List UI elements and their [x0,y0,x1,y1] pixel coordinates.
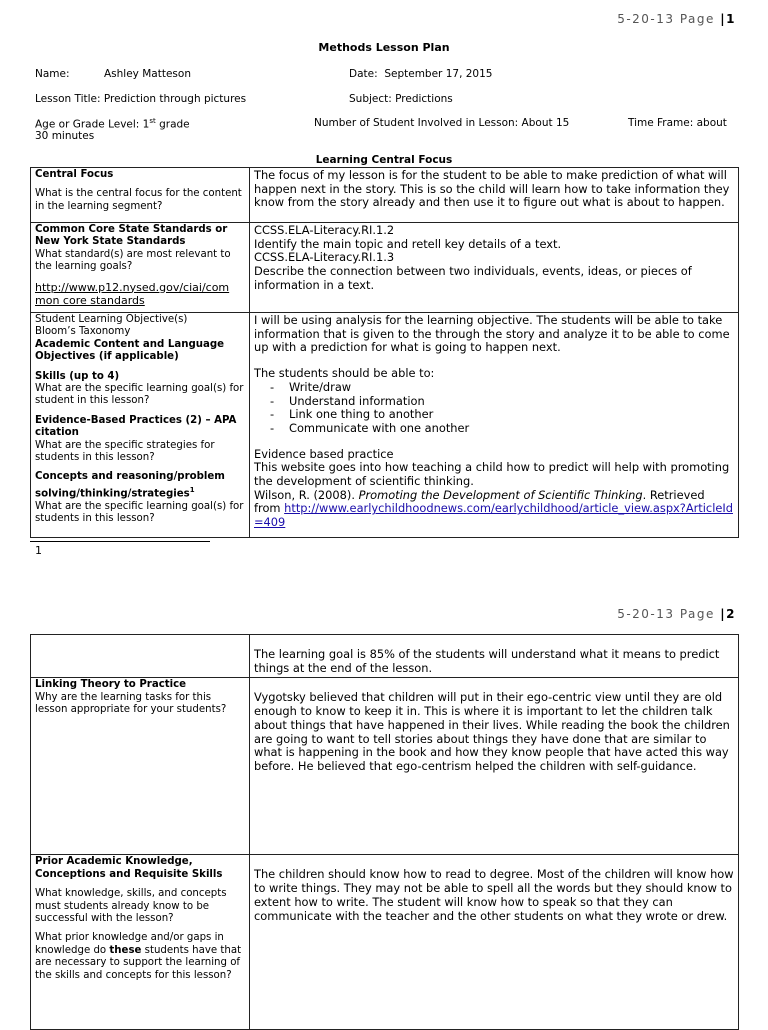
skills-heading: Skills (up to 4) [35,370,120,382]
name-value: Ashley Matteson [104,68,191,80]
objective-label: Student Learning Objective(s) [35,314,188,325]
footnote-separator [30,541,210,542]
row-central-focus [31,168,739,223]
concepts-heading [35,471,245,500]
learning-goal-label-cell [31,635,250,678]
central-focus-answer: The focus of my lesson is for the student to be able to make prediction of what will happen next in the story. This is so the child will learn how to take information they know from the story already and then use it to figure out what is about to happen. [250,168,739,223]
academic-objectives-heading: Academic Content and Language Objectives (if applicable) [35,338,225,363]
header-date: 5-20-13 [617,607,675,621]
citation-author: Wilson, R. (2008). [254,487,359,502]
row-prior-knowledge [31,855,739,1030]
header-date: 5-20-13 [617,12,675,26]
standards-label-cell [31,223,250,313]
date-value: September 17, 2015 [384,68,493,80]
age-suffix: grade [155,118,190,131]
row-standards [31,223,739,313]
header-page-num: 2 [726,607,736,621]
page-header [617,607,736,621]
list-item: - Write/draw [270,381,734,395]
standards-heading: Common Core State Standards or New York State Standards [35,224,228,248]
standards-link-line-2[interactable]: mon core standards [35,294,145,308]
prior-knowledge-question-1: What knowledge, skills, and concepts must students already know to be successful with the lesson? [35,888,227,925]
page-header [617,12,736,26]
able-to-label: The students should be able to: [254,366,435,381]
citation-title: Promoting the Development of Scientific Thinking [358,487,643,502]
linking-theory-heading: Linking Theory to Practice [35,679,187,691]
objective-intro: I will be using analysis for the learning objective. The students will be able to take information that is given to the through the story and analyze it to be able to come up with a prediction for what is going to happen next. [254,313,730,355]
page-gap [0,568,768,596]
name-label: Name: [35,68,70,80]
standards-link[interactable] [35,281,245,308]
row-linking-theory [31,678,739,855]
header-page-word: Page [679,607,715,621]
central-focus-label-cell [31,168,250,223]
standards-link-line-1[interactable]: http://www.p12.nysed.gov/ciai/com [35,280,230,294]
objectives-answer-cell [250,313,739,538]
page-2 [0,596,768,1024]
header-sep: | [720,12,727,26]
prior-knowledge-heading: Prior Academic Knowledge, Conceptions and Requisite Skills [35,856,223,880]
header-page-word: Page [679,12,715,26]
lesson-plan-table-continued [30,634,739,1030]
row-learning-goal [31,635,739,678]
citation-link[interactable]: http://www.earlychildhoodnews.com/earlychildhood/article_view.aspx?ArticleId=409 [254,501,733,530]
list-item: - Understand information [270,395,734,409]
date-label: Date: [349,68,378,80]
list-item: - Communicate with one another [270,422,734,436]
citation [254,489,734,530]
linking-theory-question: Why are the learning tasks for this lesson appropriate for your students? [35,691,227,716]
question-2-part-c: students have that are necessary to support the learning of the skills and concepts for this lesson? [35,944,242,981]
skills-question: What are the specific learning goal(s) for student in this lesson? [35,383,244,407]
time-value: 30 minutes [35,130,95,142]
standard-code-2: CCSS.ELA-Literacy.RI.1.3 [254,250,395,265]
student-count: Number of Student Involved in Lesson: About 15 [314,117,570,129]
row-objectives [31,313,739,538]
age-level [35,117,190,131]
time-frame: Time Frame: about [628,117,727,129]
linking-theory-answer: Vygotsky believed that children will put in their ego-centric view until they are old enough to know to keep it in. This is where it is important to let the children talk about things that have happened in their lives. While reading the book the children are going to want to tell stories about things they have done that are similar to what is happening in the book and how they know people that have acted this way before. He believed that ego-centrism helped the children with self-guidance. [250,678,739,855]
header-sep: | [720,607,727,621]
lesson-plan-table [30,167,739,538]
footnote-number: 1 [35,544,42,557]
standards-question: What standard(s) are most relevant to the learning goals? [35,248,231,273]
linking-theory-label-cell [31,678,250,855]
central-focus-heading: Central Focus [35,169,114,180]
footnote-ref: 1 [189,485,195,494]
prior-knowledge-label-cell [31,855,250,1030]
prior-knowledge-answer: The children should know how to read to degree. Most of the children will know how to write things. They may not be able to spell all the words but they should know to extent how to write. The student will know how to speak so that they can communicate with the teacher and the other students on what they wrote or drew. [250,855,739,1030]
page-title: Methods Lesson Plan [318,41,450,54]
section-heading: Learning Central Focus [315,154,453,166]
citation-retrieved: . Retrieved from [254,487,705,516]
age-prefix: Age or Grade Level: 1 [35,118,150,131]
concepts-heading-text: Concepts and reasoning/problem solving/thinking/strategies [35,471,225,500]
age-sup: st [149,117,156,125]
learning-goal-answer: The learning goal is 85% of the students will understand what it means to predict things at the end of the lesson. [250,635,739,678]
standards-answer-cell [250,223,739,313]
objectives-label-cell [31,313,250,538]
concepts-question: What are the specific learning goal(s) for students in this lesson? [35,500,244,525]
bloom-label: Bloom’s Taxonomy [35,326,131,338]
ebp-text: This website goes into how teaching a child how to predict will help with promoting the development of scientific thinking. [254,460,730,489]
ebp-heading: Evidence based practice [254,446,394,461]
lesson-title: Lesson Title: Prediction through pictures [35,93,247,105]
header-page-num: 1 [726,12,736,26]
evidence-heading: Evidence-Based Practices (2) – APA citation [35,414,237,439]
date-field [349,68,492,80]
standard-desc-2: Describe the connection between two individuals, events, ideas, or pieces of information in a text. [254,264,692,292]
central-focus-question: What is the central focus for the content in the learning segment? [35,188,242,212]
question-2-part-a: What prior knowledge and/or gaps in knowledge do [35,932,224,956]
evidence-question: What are the specific strategies for students in this lesson? [35,439,215,464]
prior-knowledge-question-2 [35,932,245,982]
standard-code-1: CCSS.ELA-Literacy.RI.1.2 [254,223,395,237]
standard-desc-1: Identify the main topic and retell key details of a text. [254,236,562,251]
list-item: - Link one thing to another [270,408,734,422]
subject: Subject: Predictions [349,93,453,105]
question-2-emphasis: these [109,944,142,956]
skills-list [254,381,734,436]
